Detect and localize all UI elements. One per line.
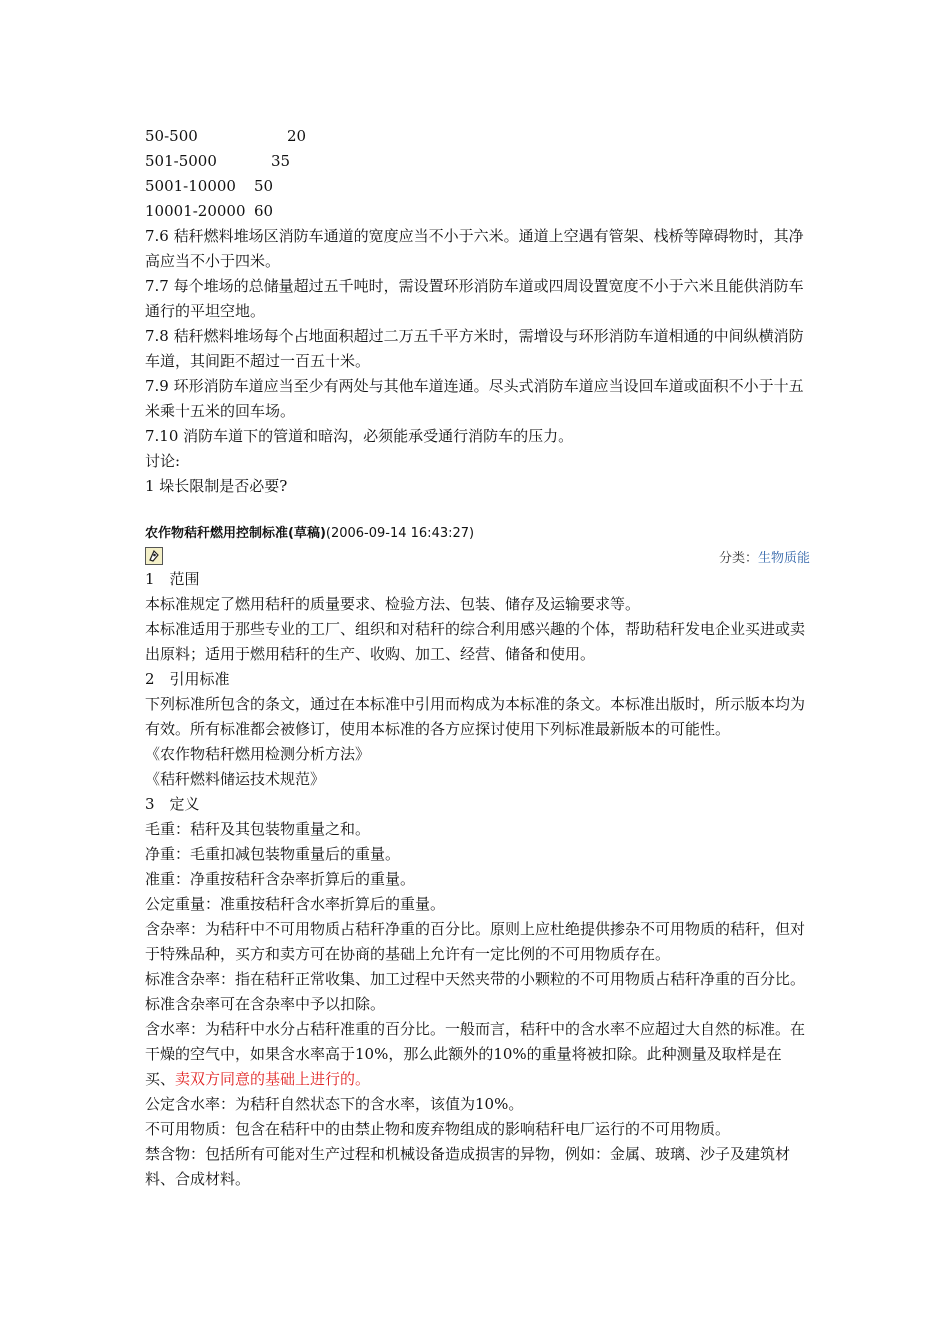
table-row — [145, 124, 810, 149]
definition: 毛重：秸秆及其包装物重量之和。 — [145, 820, 371, 838]
table-cell-range: 5001-10000 — [145, 177, 236, 195]
category-label: 分类： — [718, 550, 758, 566]
definition-moisture — [145, 1017, 810, 1092]
clause-7-8: 7.8 秸秆燃料堆场每个占地面积超过二万五千平方米时，需增设与环形消防车道相通的中间纵横消防车道，其间距不超过一百五十米。 — [145, 327, 804, 370]
section-heading-scope: 1 范围 — [145, 570, 200, 588]
definition: 净重：毛重扣减包装物重量后的重量。 — [145, 845, 401, 863]
paragraph: 本标准规定了燃用秸秆的质量要求、检验方法、包装、储存及运输要求等。 — [145, 595, 641, 613]
table-cell-range: 10001-20000 — [145, 202, 246, 220]
table-cell-range: 50-500 — [145, 127, 198, 145]
paragraph: 下列标准所包含的条文，通过在本标准中引用而构成为本标准的条文。本标准出版时，所示版本均为有效。所有标准都会被修订，使用本标准的各方应探讨使用下列标准最新版本的可能性。 — [145, 695, 806, 738]
section-heading-definitions: 3 定义 — [145, 795, 200, 813]
capacity-table — [145, 124, 810, 224]
definition: 禁含物：包括所有可能对生产过程和机械设备造成损害的异物，例如：金属、玻璃、沙子及建筑材料、合成材料。 — [145, 1145, 791, 1188]
definition: 不可用物质：包含在秸秆中的由禁止物和废弃物组成的影响秸秆电厂运行的不可用物质。 — [145, 1120, 731, 1138]
post-title — [145, 523, 810, 545]
definition: 准重：净重按秸秆含杂率折算后的重量。 — [145, 870, 416, 888]
section-heading-references: 2 引用标准 — [145, 670, 230, 688]
category-link[interactable]: 生物质能 — [757, 550, 810, 566]
section-7-clauses — [145, 224, 810, 449]
moisture-text: 含水率：为秸秆中水分占秸秆准重的百分比。一般而言，秸秆中的含水率不应超过大自然的标准。在干燥的空气中，如果含水率高于10%，那么此额外的10%的重量将被扣除。此种测量及取样是在买、 — [145, 1020, 806, 1088]
discussion-item: 1 垛长限制是否必要? — [145, 477, 288, 495]
table-row — [145, 199, 810, 224]
definition: 含杂率：为秸秆中不可用物质占秸秆净重的百分比。原则上应杜绝提供掺杂不可用物质的秸秆，但对于特殊品种，买方和卖方可在协商的基础上允许有一定比例的不可用物质存在。 — [145, 920, 806, 963]
definition: 公定重量：准重按秸秆含水率折算后的重量。 — [145, 895, 446, 913]
post-title-text: 农作物秸秆燃用控制标准(草稿) — [145, 526, 326, 541]
table-cell-range: 501-5000 — [145, 152, 217, 170]
clause-7-7: 7.7 每个堆场的总储量超过五千吨时，需设置环形消防车道或四周设置宽度不小于六米且能供消防车通行的平坦空地。 — [145, 277, 804, 320]
table-cell-value: 50 — [254, 177, 274, 195]
clause-7-10: 7.10 消防车道下的管道和暗沟，必须能承受通行消防车的压力。 — [145, 427, 574, 445]
reference-item: 《农作物秸秆燃用检测分析方法》 — [145, 745, 371, 763]
definition: 标准含杂率：指在秸秆正常收集、加工过程中天然夹带的小颗粒的不可用物质占秸秆净重的百分比。标准含杂率可在含杂率中予以扣除。 — [145, 970, 806, 1013]
table-row — [145, 174, 810, 199]
table-cell-value: 20 — [287, 127, 307, 145]
definition: 公定含水率：为秸秆自然状态下的含水率，该值为10%。 — [145, 1095, 524, 1113]
document-page — [145, 124, 810, 1192]
clause-7-6: 7.6 秸秆燃料堆场区消防车通道的宽度应当不小于六米。通道上空遇有管架、栈桥等障碍物时，其净高应当不小于四米。 — [145, 227, 804, 270]
discussion-label: 讨论: — [145, 452, 181, 470]
reference-item: 《秸秆燃料储运技术规范》 — [145, 770, 326, 788]
post-timestamp: (2006-09-14 16:43:27) — [325, 526, 475, 541]
post-icon[interactable] — [145, 547, 163, 565]
table-cell-value: 35 — [271, 152, 291, 170]
post-body — [145, 567, 810, 1192]
post-meta — [145, 545, 810, 567]
clause-7-9: 7.9 环形消防车道应当至少有两处与其他车道连通。尽头式消防车道应当设回车道或面积不小于十五米乘十五米的回车场。 — [145, 377, 804, 420]
category — [719, 547, 810, 566]
moisture-highlight: 卖双方同意的基础上进行的。 — [175, 1070, 371, 1088]
paragraph: 本标准适用于那些专业的工厂、组织和对秸秆的综合利用感兴趣的个体，帮助秸秆发电企业买进或卖出原料；适用于燃用秸秆的生产、收购、加工、经营、储备和使用。 — [145, 620, 806, 663]
table-row — [145, 149, 810, 174]
table-cell-value: 60 — [254, 202, 274, 220]
